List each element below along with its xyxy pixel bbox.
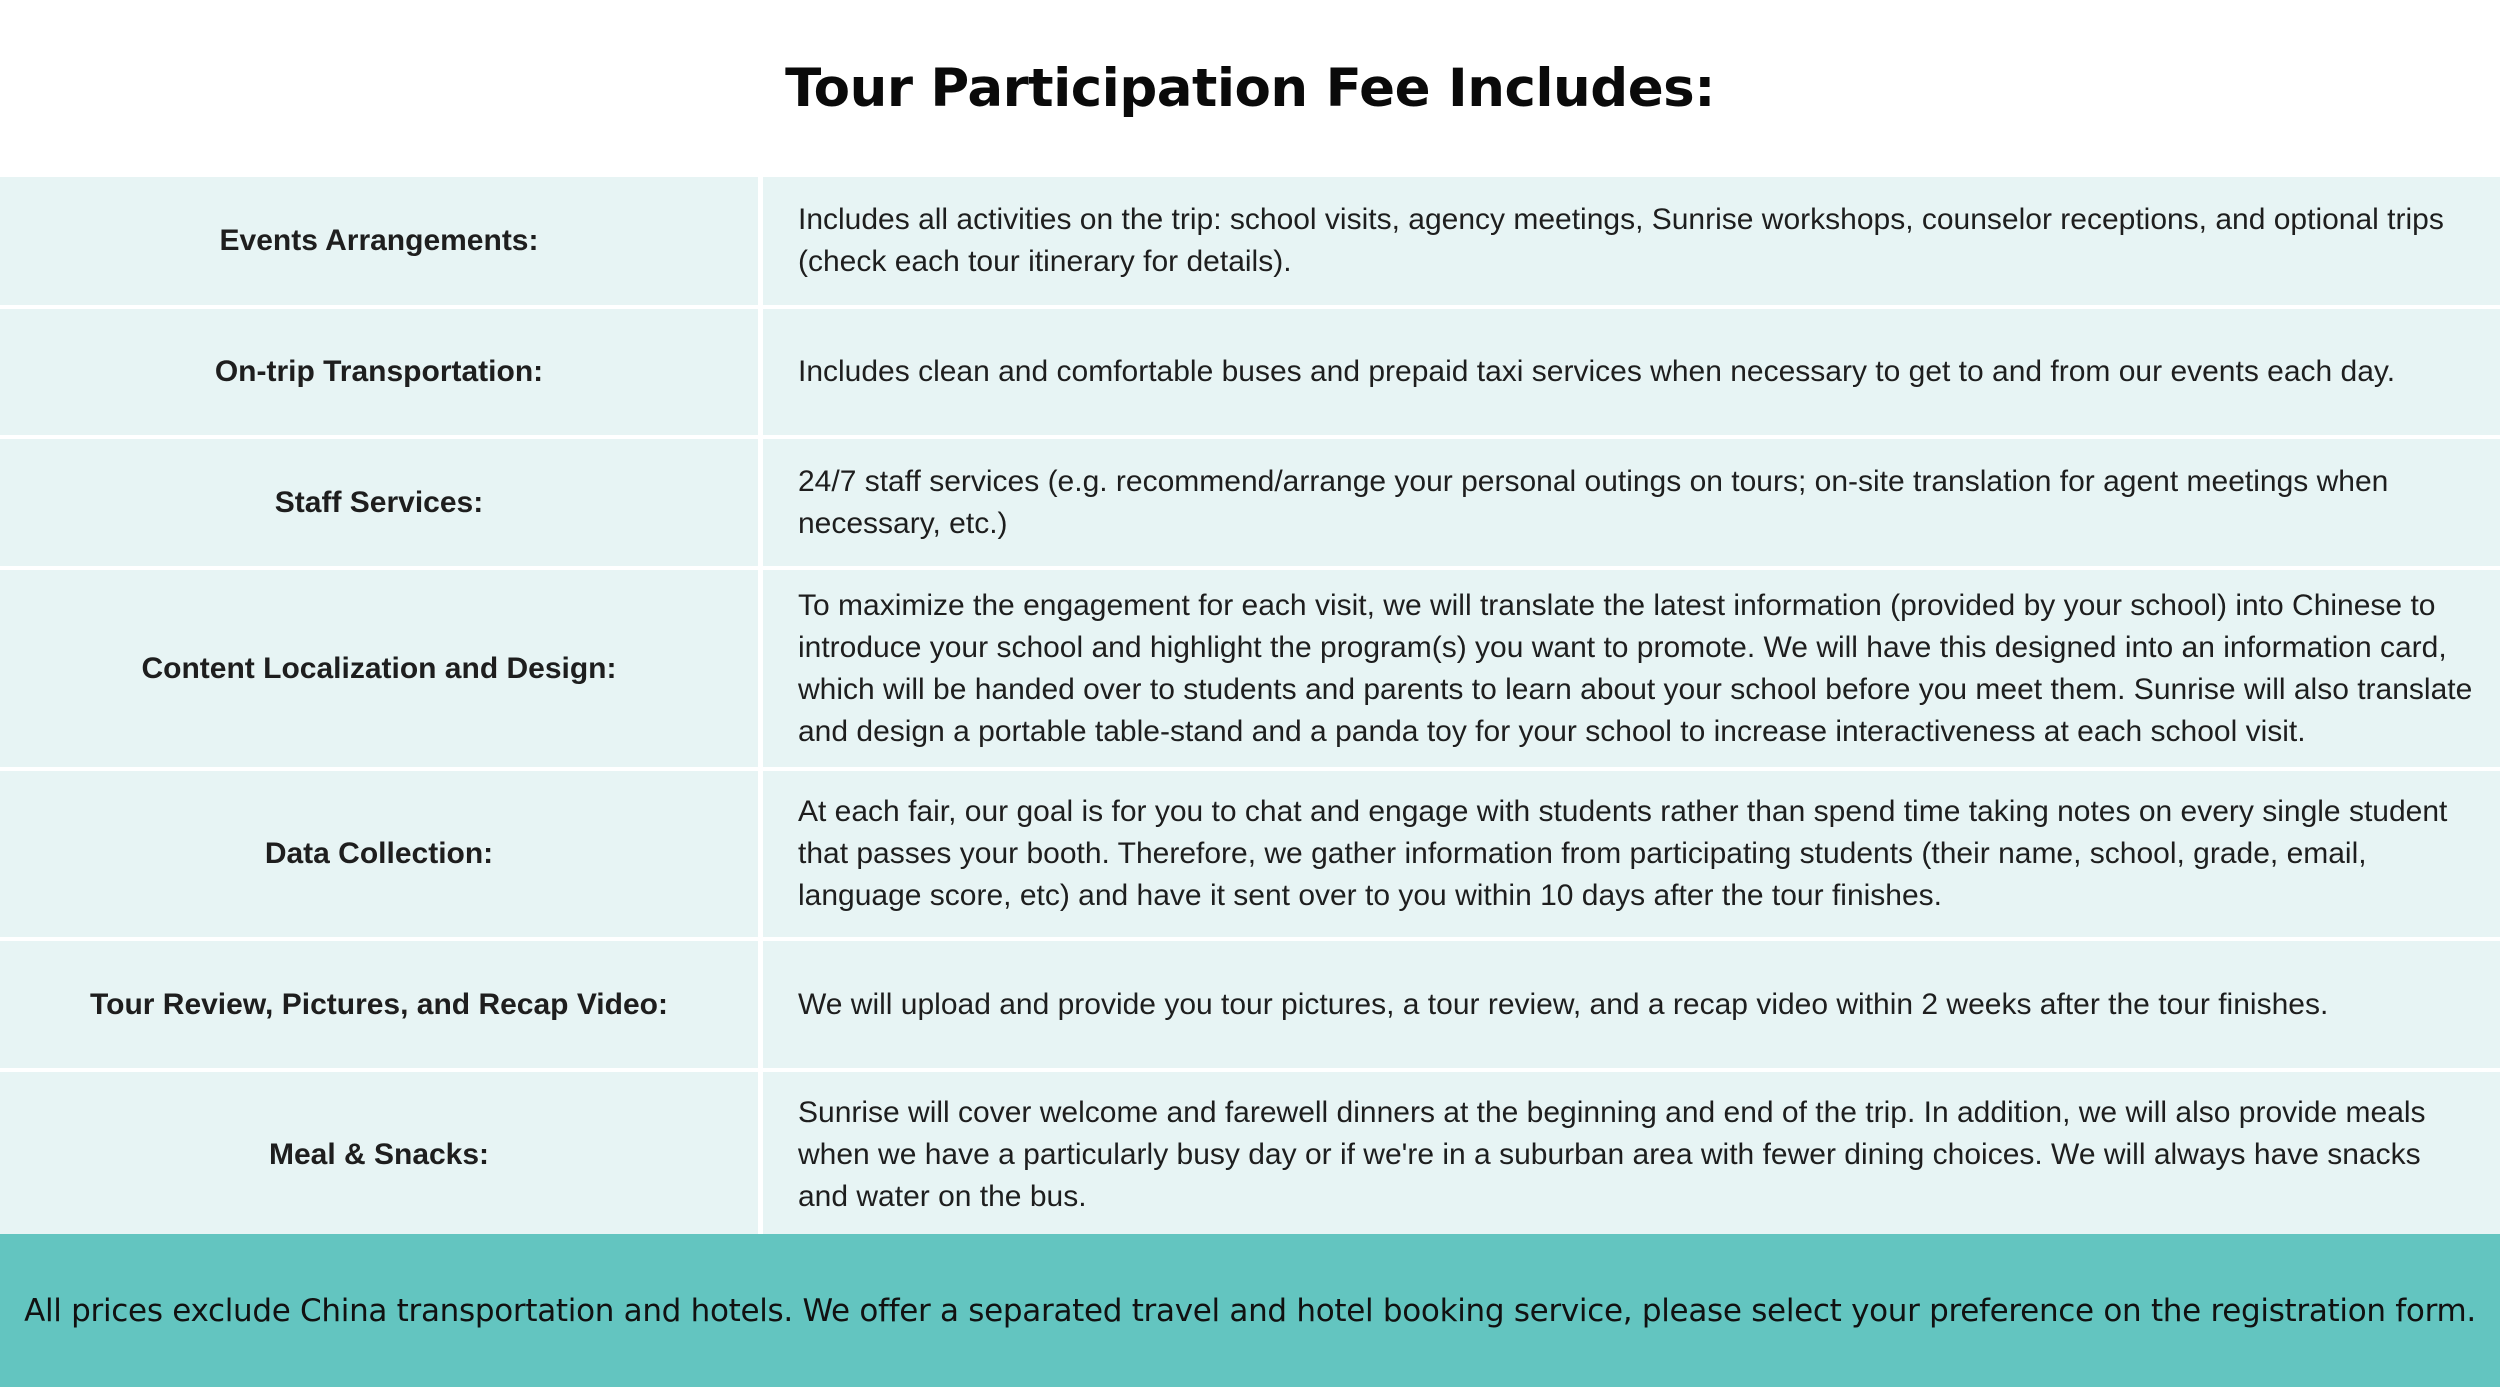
fee-includes-table bbox=[0, 177, 2500, 1237]
row-description: Includes clean and comfortable buses and prepaid taxi services when necessary to get to and from our events each day. bbox=[798, 355, 2396, 388]
row-description: Includes all activities on the trip: school visits, agency meetings, Sunrise workshops, counselor receptions, and optional trips (check each tour itinerary for details). bbox=[798, 203, 2444, 278]
row-label: Staff Services: bbox=[0, 439, 763, 566]
row-label: Meal & Snacks: bbox=[0, 1072, 763, 1237]
row-label: Events Arrangements: bbox=[0, 177, 763, 305]
table-row bbox=[0, 309, 2500, 439]
row-label: Data Collection: bbox=[0, 771, 763, 937]
table-row bbox=[0, 439, 2500, 570]
table-row bbox=[0, 771, 2500, 941]
table-row bbox=[0, 570, 2500, 771]
row-description: 24/7 staff services (e.g. recommend/arrange your personal outings on tours; on-site translation for agent meetings when necessary, etc.) bbox=[798, 464, 2389, 540]
footer-note: All prices exclude China transportation and hotels. We offer a separated travel and hotel booking service, please select your preference on the registration form. bbox=[0, 1234, 2500, 1387]
row-label: Tour Review, Pictures, and Recap Video: bbox=[0, 941, 763, 1068]
row-label: On-trip Transportation: bbox=[0, 309, 763, 435]
row-description: At each fair, our goal is for you to chat and engage with students rather than spend time taking notes on every single student that passes your booth. Therefore, we gather information from participating students (their name, school, grade, email, language score, etc) and have it sent over to you within 10 days after the tour finishes. bbox=[798, 795, 2448, 912]
row-description: To maximize the engagement for each visit, we will translate the latest information (provided by your school) into Chinese to introduce your school and highlight the program(s) you want to promote. We will have this designed into an information card, which will be handed over to students and parents to learn about your school before you meet them. Sunrise will also translate and design a portable table-stand and a panda toy for your school to increase interactiveness at each school visit. bbox=[798, 588, 2473, 748]
row-description: Sunrise will cover welcome and farewell dinners at the beginning and end of the trip. In addition, we will also provide meals when we have a particularly busy day or if we're in a suburban area with fewer dining choices. We will always have snacks and water on the bus. bbox=[798, 1095, 2426, 1213]
row-label: Content Localization and Design: bbox=[0, 570, 763, 767]
page-title: Tour Participation Fee Includes: bbox=[785, 58, 1715, 119]
row-description: We will upload and provide you tour pictures, a tour review, and a recap video within 2 weeks after the tour finishes. bbox=[798, 987, 2329, 1021]
table-row bbox=[0, 941, 2500, 1072]
table-row bbox=[0, 1072, 2500, 1237]
table-row bbox=[0, 177, 2500, 309]
